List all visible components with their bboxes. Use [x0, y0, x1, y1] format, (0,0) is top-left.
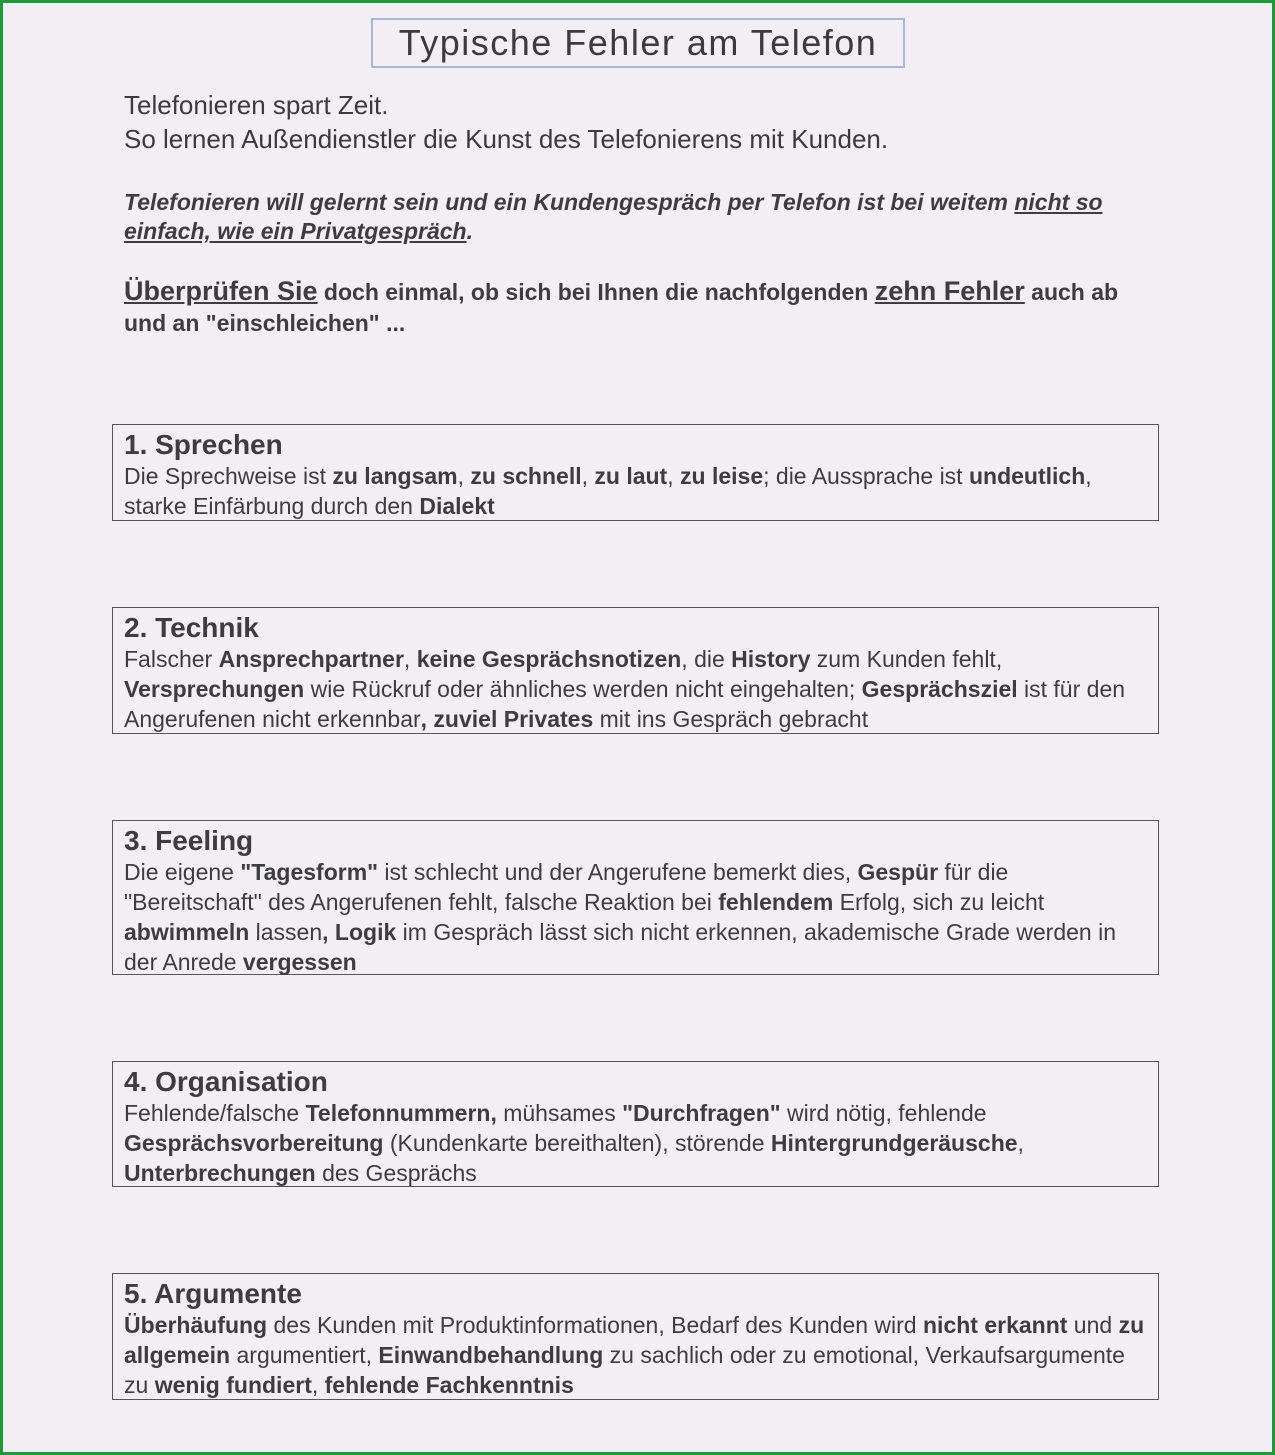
body-bold: vergessen	[242, 949, 357, 975]
body-text: ; die Aussprache ist	[763, 463, 969, 489]
body-text: , starke Einfärbung durch den	[124, 463, 1092, 519]
body-text: Die eigene	[124, 859, 241, 885]
check-paragraph	[124, 276, 1144, 339]
body-text: (Kundenkarte bereithalten), störende	[383, 1130, 771, 1156]
lead-paragraph	[124, 188, 1144, 246]
check-emphasis-1: Überprüfen Sie	[124, 276, 318, 306]
body-bold: zu laut	[594, 463, 668, 489]
body-bold: nicht erkannt	[923, 1312, 1068, 1338]
body-text: Die Sprechweise ist	[124, 463, 333, 489]
body-bold: Ansprechpartner	[218, 646, 404, 672]
body-bold: History	[731, 646, 811, 672]
section-body	[124, 644, 1147, 734]
body-text: wie Rückruf oder ähnliches werden nicht eingehalten;	[304, 676, 862, 702]
body-bold: undeutlich	[968, 463, 1086, 489]
section-body	[124, 461, 1147, 521]
body-text: Erfolg, sich zu leicht	[833, 889, 1045, 915]
lead-text: Telefonieren will gelernt sein und ein Kundengespräch per Telefon ist bei weitem	[124, 189, 1015, 215]
section-body	[124, 1310, 1147, 1400]
body-bold: fehlende Fachkenntnis	[324, 1372, 574, 1398]
body-text: im Gespräch lässt sich nicht erkennen, akademische Grade werden in der Anrede	[124, 919, 1117, 975]
section-organisation	[112, 1061, 1159, 1187]
body-bold: fehlendem	[718, 889, 834, 915]
section-heading: 3. Feeling	[124, 825, 254, 856]
body-bold: Gesprächsziel	[861, 676, 1018, 702]
check-text: doch einmal, ob sich bei Ihnen die nachfolgenden	[317, 279, 875, 305]
body-bold: zu leise	[680, 463, 764, 489]
body-text: wird nötig, fehlende	[780, 1100, 987, 1126]
body-text: für die "Bereitschaft" des Angerufenen fehlt, falsche Reaktion bei	[124, 859, 1009, 915]
section-body	[124, 857, 1147, 977]
intro	[124, 88, 888, 156]
body-text: Falscher	[124, 646, 219, 672]
intro-line-2: So lernen Außendienstler die Kunst des Telefonierens mit Kunden.	[124, 124, 889, 154]
section-technik	[112, 607, 1159, 734]
body-text: ,	[581, 463, 595, 489]
body-bold: Überhäufung	[124, 1312, 268, 1338]
body-text: zum Kunden fehlt,	[810, 646, 1003, 672]
body-bold: abwimmeln	[124, 919, 250, 945]
body-text: ist schlecht und der Angerufene bemerkt dies,	[378, 859, 858, 885]
body-bold: keine Gesprächsnotizen	[416, 646, 682, 672]
section-heading: 4. Organisation	[124, 1066, 328, 1097]
body-bold: "Tagesform"	[240, 859, 379, 885]
body-bold: Gespür	[857, 859, 939, 885]
body-text: lassen	[249, 919, 323, 945]
body-text: zu sachlich oder zu emotional, Verkaufsargumente zu	[124, 1342, 1125, 1398]
body-bold: , Logik	[322, 919, 397, 945]
body-bold: Hintergrundgeräusche	[770, 1130, 1018, 1156]
intro-line-1: Telefonieren spart Zeit.	[124, 90, 389, 120]
section-heading: 5. Argumente	[124, 1278, 302, 1309]
body-bold: Dialekt	[419, 493, 495, 519]
body-bold: zu allgemein	[124, 1312, 1145, 1368]
check-end: auch ab und an "einschleichen" ...	[124, 279, 1119, 336]
section-sprechen	[112, 424, 1159, 521]
body-text: , die	[681, 646, 732, 672]
body-text: mühsames	[496, 1100, 623, 1126]
body-bold: zu schnell	[470, 463, 582, 489]
body-bold: "Durchfragen"	[622, 1100, 781, 1126]
body-text: ,	[311, 1372, 325, 1398]
body-text: des Gesprächs	[315, 1160, 477, 1186]
body-text: ,	[403, 646, 417, 672]
body-text: ,	[1017, 1130, 1024, 1156]
body-text: Fehlende/falsche	[124, 1100, 306, 1126]
page-title: Typische Fehler am Telefon	[371, 18, 905, 68]
check-emphasis-2: zehn Fehler	[874, 276, 1025, 306]
body-bold: , zuviel Privates	[420, 706, 594, 732]
body-text: des Kunden mit Produktinformationen, Bedarf des Kunden wird	[267, 1312, 923, 1338]
body-bold: Versprechungen	[124, 676, 305, 702]
body-bold: zu langsam	[332, 463, 458, 489]
body-text: und	[1067, 1312, 1119, 1338]
body-text: ,	[667, 463, 681, 489]
body-text: mit ins Gespräch gebracht	[593, 706, 869, 732]
body-text: ,	[457, 463, 471, 489]
section-body	[124, 1098, 1147, 1188]
body-bold: Gesprächsvorbereitung	[124, 1130, 384, 1156]
body-bold: wenig fundiert	[154, 1372, 312, 1398]
body-bold: Einwandbehandlung	[378, 1342, 604, 1368]
lead-end: .	[466, 218, 473, 244]
section-heading: 2. Technik	[124, 612, 259, 643]
body-text: ist für den Angerufenen nicht erkennbar	[124, 676, 1126, 732]
body-text: argumentiert,	[230, 1342, 379, 1368]
body-bold: Telefonnummern,	[305, 1100, 497, 1126]
section-heading: 1. Sprechen	[124, 429, 283, 460]
lead-underlined: nicht so einfach, wie ein Privatgespräch	[124, 189, 1103, 244]
section-feeling	[112, 820, 1159, 975]
section-argumente	[112, 1273, 1159, 1400]
body-bold: Unterbrechungen	[124, 1160, 316, 1186]
